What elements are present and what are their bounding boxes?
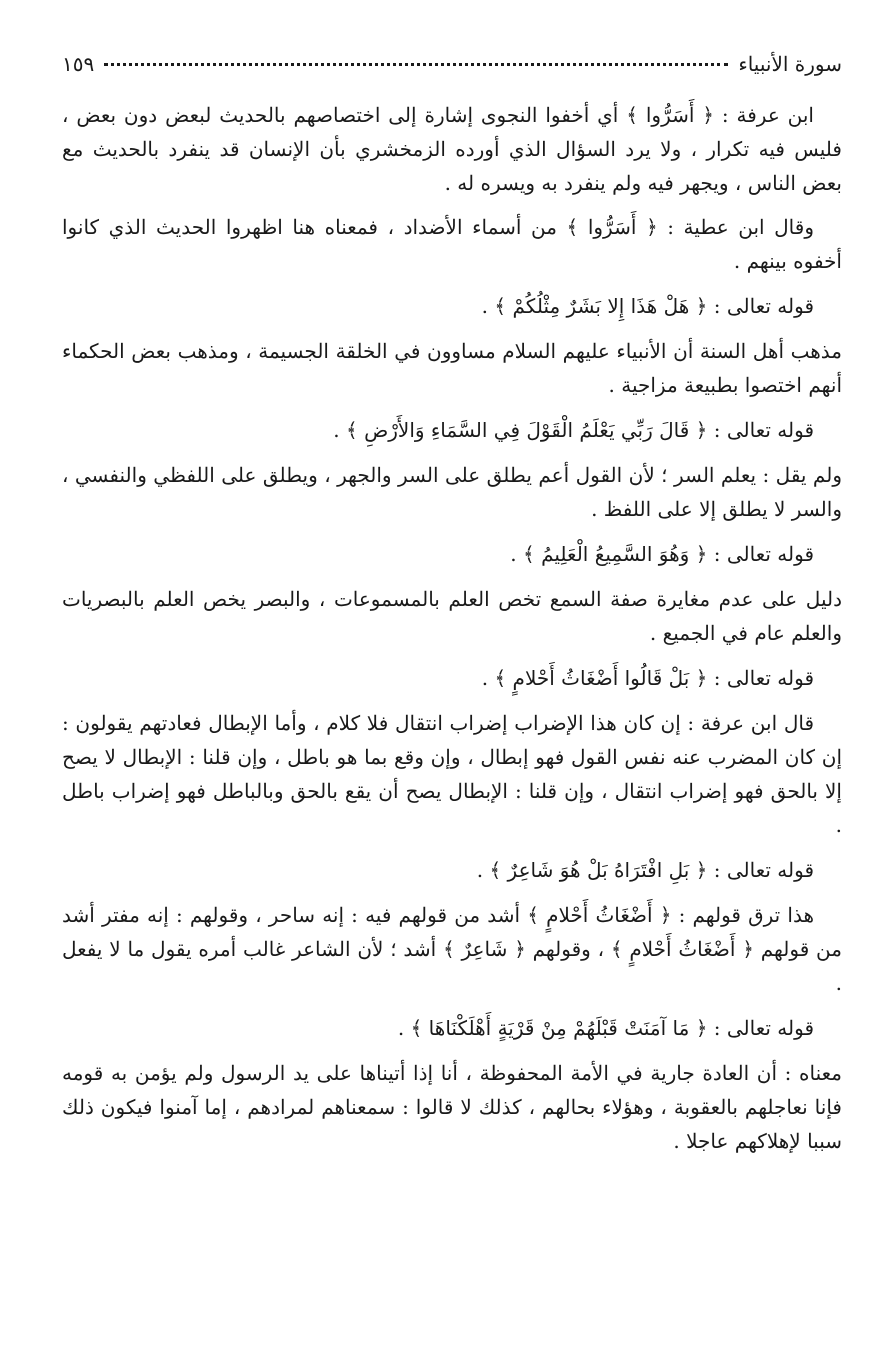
commentary-paragraph: قال ابن عرفة : إن كان هذا الإضراب إضراب انتقال فلا كلام ، وأما الإبطال فعادتهم يقولون : إن كان المضرب عنه نفس القول فهو إبطال ، وإن وقع بما هو باطل ، وإن قلنا : الإبطال لا يصح إلا بالحق فهو إضراب انتقال ، وإن قلنا : الإبطال يصح أن يقع بالحق وبالباطل فهو إضراب باطل .	[62, 711, 842, 837]
verse-suffix: .	[333, 418, 346, 442]
commentary-paragraph: وقال ابن عطية : ﴿ أَسَرُّوا ﴾ من أسماء الأضداد ، فمعناه هنا اظهروا الحديث الذي كانوا أخفوه بينهم .	[62, 215, 842, 273]
quran-verse: ﴿ وَهُوَ السَّمِيعُ الْعَلِيمُ ﴾	[523, 542, 708, 566]
verse-suffix: .	[397, 1016, 411, 1040]
verse-suffix: .	[510, 542, 523, 566]
book-page	[62, 52, 842, 1168]
verse-prefix: قوله تعالى :	[707, 294, 814, 318]
verse-prefix: قوله تعالى :	[707, 1016, 814, 1040]
verse-heading	[62, 1010, 842, 1046]
commentary-paragraph: معناه : أن العادة جارية في الأمة المحفوظة ، أنا إذا أتيناها على يد الرسول ولم يؤمن به قومه فإنا نعاجلهم بالعقوبة ، وهؤلاء بحالهم ، كذلك لا قالوا : سمعناهم لمرادهم ، إما آمنوا فيكون ذلك سببا لإهلاكهم عاجلا .	[62, 1061, 842, 1153]
verse-heading	[62, 412, 842, 448]
verse-suffix: .	[481, 666, 495, 690]
verse-prefix: قوله تعالى :	[707, 666, 814, 690]
verse-suffix: .	[481, 294, 495, 318]
quran-verse: ﴿ هَلْ هَذَا إِلا بَشَرٌ مِثْلُكُمْ ﴾	[494, 294, 708, 318]
quran-verse: ﴿ قَالَ رَبِّي يَعْلَمُ الْقَوْلَ فِي السَّمَاءِ وَالأَرْضِ ﴾	[346, 418, 708, 442]
quran-verse: ﴿ مَا آمَنَتْ قَبْلَهُمْ مِنْ قَرْيَةٍ أَهْلَكْنَاهَا ﴾	[410, 1016, 708, 1040]
commentary-paragraph: دليل على عدم مغايرة صفة السمع تخص العلم بالمسموعات ، والبصر يخص العلم بالبصريات والعلم عام في الجميع .	[62, 587, 842, 645]
verse-heading	[62, 288, 842, 324]
commentary-paragraph: ولم يقل : يعلم السر ؛ لأن القول أعم يطلق على السر والجهر ، ويطلق على اللفظي والنفسي ، والسر لا يطلق إلا على اللفظ .	[62, 463, 842, 521]
verse-heading	[62, 536, 842, 572]
commentary-paragraph: ابن عرفة : ﴿ أَسَرُّوا ﴾ أي أخفوا النجوى إشارة إلى اختصاصهم بالحديث لبعض دون بعض ، فليس فيه تكرار ، ولا يرد السؤال الذي أورده الزمخشري بأن الإنسان قد ينفرد بالحديث مع بعض الناس ، ويجهر فيه ولم ينفرد به ويسره له .	[62, 103, 842, 195]
verse-heading	[62, 852, 842, 888]
commentary-paragraph: مذهب أهل السنة أن الأنبياء عليهم السلام مساوون في الخلقة الجسيمة ، ومذهب بعض الحكماء أنهم اختصوا بطبيعة مزاجية .	[62, 339, 842, 397]
header-dotted-leader	[104, 63, 728, 66]
page-body	[62, 98, 842, 1158]
surah-title: سورة الأنبياء	[738, 52, 842, 76]
verse-prefix: قوله تعالى :	[707, 858, 814, 882]
quran-verse: ﴿ بَلْ قَالُوا أَضْغَاثُ أَحْلامٍ ﴾	[494, 666, 708, 690]
verse-suffix: .	[476, 858, 490, 882]
verse-prefix: قوله تعالى :	[707, 418, 814, 442]
verse-heading	[62, 660, 842, 696]
verse-prefix: قوله تعالى :	[707, 542, 814, 566]
quran-verse: ﴿ بَلِ افْتَرَاهُ بَلْ هُوَ شَاعِرٌ ﴾	[489, 858, 708, 882]
page-number: ١٥٩	[62, 52, 95, 76]
running-header	[62, 52, 842, 90]
commentary-paragraph: هذا ترق قولهم : ﴿ أَضْغَاثُ أَحْلامٍ ﴾ أشد من قولهم فيه : إنه ساحر ، وقولهم : إنه مفتر أشد من قولهم ﴿ أَضْغَاثُ أَحْلامٍ ﴾ ، وقولهم ﴿ شَاعِرٌ ﴾ أشد ؛ لأن الشاعر غالب أمره يقول ما لا يفعل .	[62, 903, 842, 995]
